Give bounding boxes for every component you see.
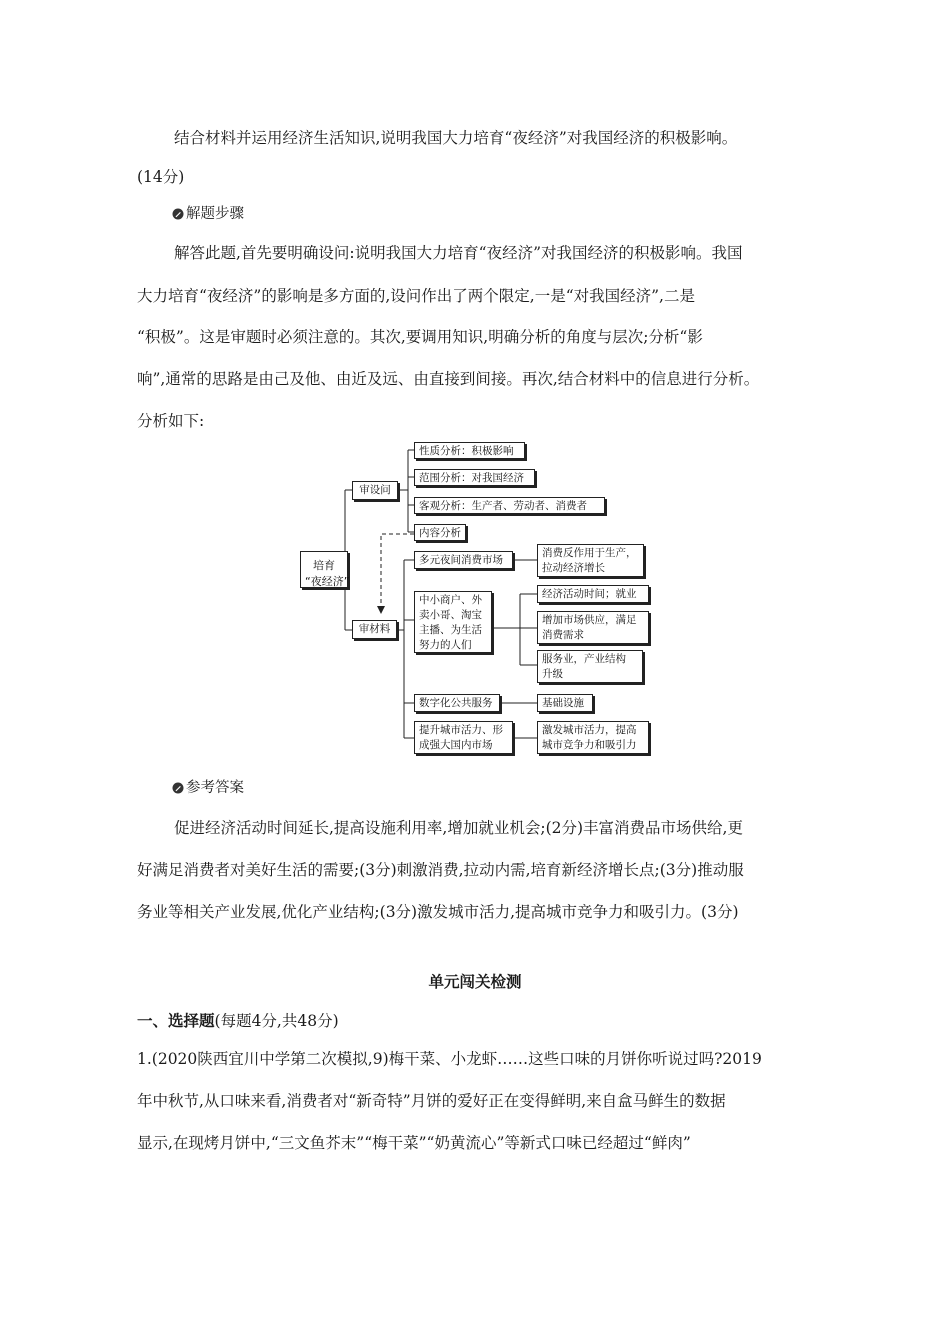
- steps-line: 解答此题,首先要明确设问:说明我国大力培育“夜经济”对我国经济的积极影响。我国: [174, 244, 743, 262]
- steps-line: “积极”。这是审题时必须注意的。其次,要调用知识,明确分析的角度与层次;分析“影: [137, 328, 703, 346]
- pen-icon: [172, 782, 184, 794]
- diagram-shencailiao: 审材料: [352, 620, 397, 639]
- diagram-text-line: 卖小哥、淘宝: [419, 609, 482, 621]
- diagram-root-line: “夜经济”: [305, 575, 350, 588]
- answer-line: 促进经济活动时间延长,提高设施利用率,增加就业机会;(2分)丰富消费品市场供给,更: [174, 819, 743, 837]
- diagram-text-line: 服务业，产业结构: [542, 653, 626, 665]
- diagram-text-line: 成强大国内市场: [419, 739, 493, 751]
- diagram-text-line: 中小商户、外: [419, 594, 482, 606]
- diagram-text-line: 消费需求: [542, 629, 584, 641]
- question-score: (14分): [137, 168, 185, 186]
- q1-line: 1.(2020陕西宜川中学第二次模拟,9)梅干菜、小龙虾……这些口味的月饼你听说过吗?2019: [137, 1050, 762, 1068]
- diagram-fuwu: [537, 650, 643, 683]
- steps-line: 响”,通常的思路是由己及他、由近及远、由直接到间接。再次,结合材料中的信息进行分析。: [137, 370, 760, 388]
- diagram-root: [300, 551, 348, 588]
- answer-heading-label: 参考答案: [186, 780, 244, 796]
- answer-heading: [172, 778, 244, 798]
- diagram-xingzhi: 性质分析：积极影响: [414, 442, 525, 459]
- steps-line: 分析如下:: [137, 412, 205, 430]
- diagram-tisheng: [414, 721, 513, 754]
- steps-heading: [172, 204, 244, 224]
- section-label: 一、选择题: [137, 1011, 215, 1030]
- steps-heading-label: 解题步骤: [186, 206, 244, 222]
- question-text: 结合材料并运用经济生活知识,说明我国大力培育“夜经济”对我国经济的积极影响。: [174, 129, 738, 147]
- diagram-shensheiwen: 审设问: [352, 481, 398, 500]
- diagram-text-line: 城市竞争力和吸引力: [542, 739, 637, 751]
- diagram-text-line: 升级: [542, 668, 563, 680]
- section-heading: [137, 1011, 339, 1031]
- diagram-text-line: 激发城市活力，提高: [542, 724, 637, 736]
- diagram-shuzihua: 数字化公共服务: [414, 694, 500, 712]
- diagram-text-line: 消费反作用于生产，: [542, 547, 637, 559]
- diagram-jifa: [537, 721, 649, 754]
- q1-line: 显示,在现烤月饼中,“三文鱼芥末”“梅干菜”“奶黄流心”等新式口味已经超过“鲜肉”: [137, 1134, 691, 1152]
- unit-title: 单元闯关检测: [428, 972, 522, 991]
- answer-line: 好满足消费者对美好生活的需要;(3分)刺激消费,拉动内需,培育新经济增长点;(3分)推动服: [137, 861, 744, 879]
- pen-icon: [172, 208, 184, 220]
- q1-line: 年中秋节,从口味来看,消费者对“新奇特”月饼的爱好正在变得鲜明,来自盒马鲜生的数据: [137, 1092, 726, 1110]
- diagram-text-line: 主播、为生活: [419, 624, 482, 636]
- diagram-text-line: 拉动经济增长: [542, 562, 605, 574]
- steps-line: 大力培育“夜经济”的影响是多方面的,设问作出了两个限定,一是“对我国经济”,二是: [137, 287, 695, 305]
- diagram-text-line: 努力的人们: [419, 639, 472, 651]
- diagram-fanwei: 范围分析：对我国经济: [414, 469, 535, 486]
- diagram-keguan: 客观分析：生产者、劳动者、消费者: [414, 497, 605, 514]
- diagram-zhongxiao: [414, 591, 492, 653]
- section-note: (每题4分,共48分): [214, 1012, 339, 1030]
- diagram-jingji-time: 经济活动时间；就业: [537, 585, 649, 603]
- diagram-text-line: 提升城市活力、形: [419, 724, 503, 736]
- answer-line: 务业等相关产业发展,优化产业结构;(3分)激发城市活力,提高城市竞争力和吸引力。(3分): [137, 903, 739, 921]
- diagram-duoyuan: 多元夜间消费市场: [414, 551, 513, 569]
- diagram-duoyuan-result: [537, 544, 644, 577]
- diagram-jichu: 基础设施: [537, 694, 593, 712]
- diagram-gongji: [537, 611, 649, 644]
- diagram-root-line: 培育: [313, 559, 335, 572]
- diagram-neirong: 内容分析: [414, 524, 466, 541]
- diagram-text-line: 增加市场供应，满足: [542, 614, 637, 626]
